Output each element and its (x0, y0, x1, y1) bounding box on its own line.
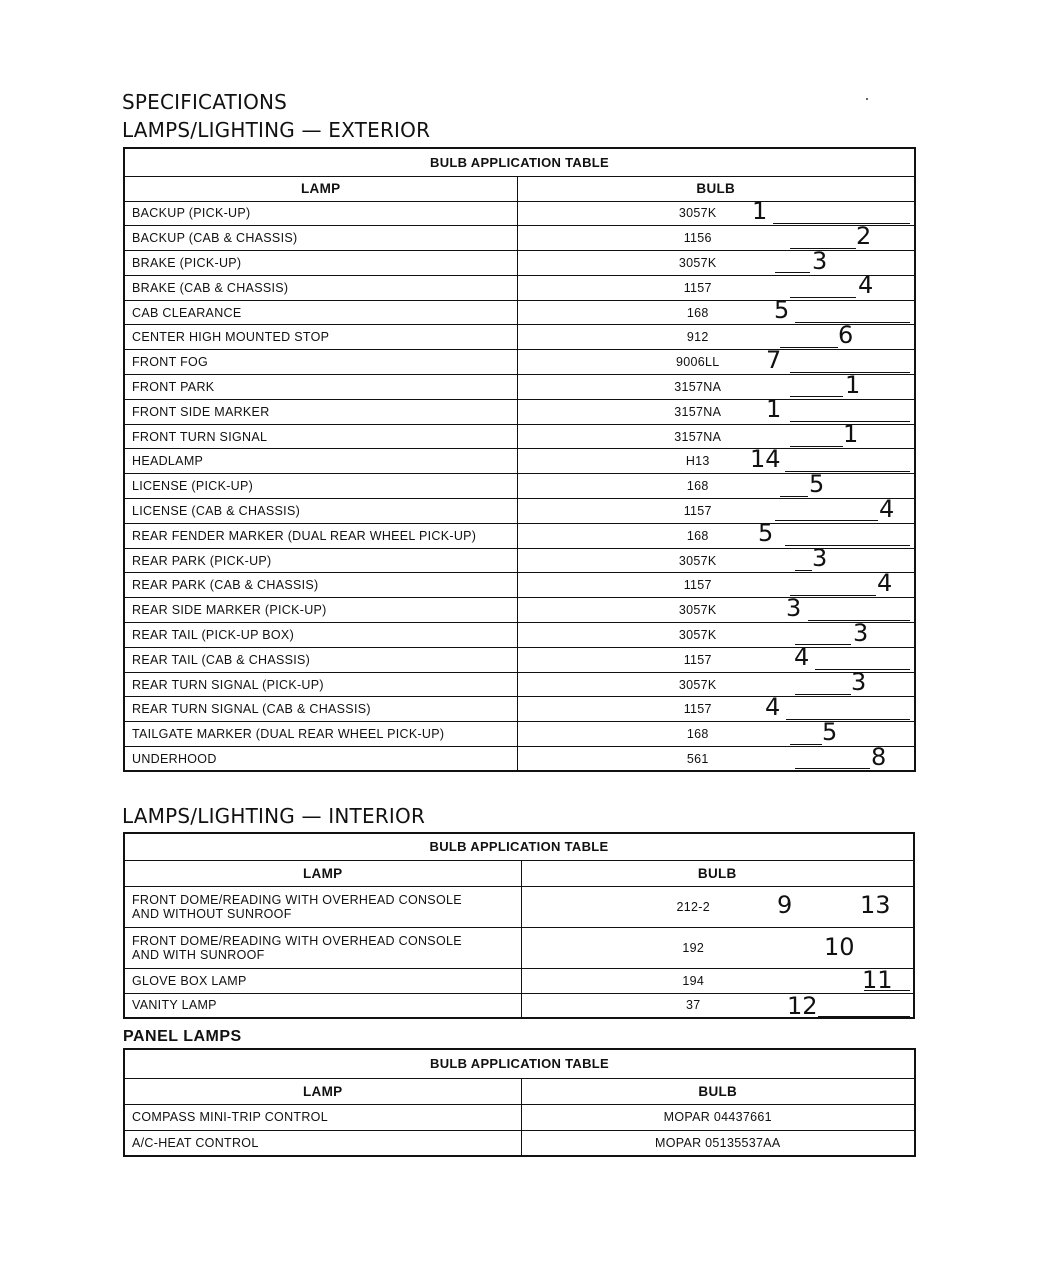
bulb-number: 3057K (678, 206, 717, 221)
lamp-name-line-1: VANITY LAMP (132, 998, 217, 1013)
lamp-name: COMPASS MINI-TRIP CONTROL (124, 1104, 521, 1130)
bulb-number-cell (517, 246, 915, 276)
callout-leader-line (775, 520, 878, 521)
callout-number: 12 (787, 992, 818, 1020)
table-row (124, 927, 914, 968)
callout-leader-line (775, 272, 810, 273)
callout-number: 4 (794, 643, 810, 672)
callout-leader-line (790, 446, 843, 447)
bulb-number: 168 (686, 479, 709, 494)
bulb-number: 194 (682, 973, 705, 988)
callout-leader-line (790, 595, 876, 596)
callout-number: 8 (871, 742, 887, 771)
lamp-name: TAILGATE MARKER (DUAL REAR WHEEL PICK-UP) (124, 722, 517, 747)
lamp-name-line-1: FRONT DOME/READING WITH OVERHEAD CONSOLE (132, 892, 462, 907)
lamp-name-cell (124, 927, 521, 968)
callout-leader-line (790, 297, 856, 298)
callout-number: 6 (838, 321, 854, 349)
callout-number: 5 (774, 296, 790, 325)
lamp-name: HEADLAMP (124, 449, 517, 474)
column-header-bulb: BULB (521, 860, 914, 886)
callout-leader-line (795, 768, 870, 769)
lamp-name: REAR TAIL (PICK-UP BOX) (124, 623, 517, 648)
lamp-name: BACKUP (CAB & CHASSIS) (124, 226, 517, 251)
bulb-number: 561 (686, 751, 709, 766)
callout-leader-line (790, 396, 843, 397)
bulb-number-cell (521, 968, 914, 993)
bulb-number-cell (521, 993, 914, 1018)
bulb-part-number: MOPAR 05135537AA (521, 1130, 915, 1156)
bulb-number: 168 (686, 528, 709, 543)
callout-leader-line (780, 347, 838, 348)
callout-leader-line (864, 990, 910, 991)
interior-bulb-table (123, 832, 915, 1019)
callout-leader-line (795, 570, 812, 571)
lamp-name: REAR PARK (PICK-UP) (124, 548, 517, 573)
bulb-number: 1157 (683, 652, 712, 667)
stray-mark (866, 98, 868, 100)
callout-number: 3 (812, 544, 828, 573)
callout-number: 4 (879, 494, 895, 523)
lamp-name: REAR PARK (CAB & CHASSIS) (124, 573, 517, 598)
table-caption: BULB APPLICATION TABLE (124, 148, 915, 176)
callout-leader-line (790, 744, 822, 745)
bulb-number: 3157NA (674, 379, 722, 394)
bulb-part-number: MOPAR 04437661 (521, 1104, 915, 1130)
callout-number: 13 (860, 891, 891, 919)
lamp-name: CENTER HIGH MOUNTED STOP (124, 325, 517, 350)
lamp-name-cell (124, 993, 521, 1018)
lamp-name: BRAKE (CAB & CHASSIS) (124, 275, 517, 300)
lamp-name: FRONT TURN SIGNAL (124, 424, 517, 449)
bulb-number: 9006LL (675, 355, 720, 370)
callout-number: 5 (809, 469, 825, 498)
lamp-name: BACKUP (PICK-UP) (124, 201, 517, 226)
callout-number: 3 (786, 593, 802, 622)
callout-number: 9 (777, 891, 793, 919)
exterior-bulb-table (123, 147, 916, 772)
column-header-lamp: LAMP (124, 860, 521, 886)
column-header-bulb: BULB (521, 1078, 915, 1104)
bulb-number-cell (517, 469, 915, 499)
lamp-name-line-2: AND WITH SUNROOF (132, 947, 265, 962)
callout-number: 1 (843, 420, 859, 449)
bulb-number: 3057K (678, 553, 717, 568)
lamp-name: FRONT FOG (124, 350, 517, 375)
bulb-number: 37 (685, 998, 701, 1013)
bulb-number: 168 (686, 727, 709, 742)
lamp-name: A/C-HEAT CONTROL (124, 1130, 521, 1156)
callout-leader-line (785, 545, 910, 546)
callout-number: 3 (853, 618, 869, 647)
lamp-name-line-1: FRONT DOME/READING WITH OVERHEAD CONSOLE (132, 933, 462, 948)
lamp-name: UNDERHOOD (124, 747, 517, 772)
lamp-name: REAR TURN SIGNAL (CAB & CHASSIS) (124, 697, 517, 722)
bulb-number: 1157 (683, 702, 712, 717)
lamp-name-line-1: GLOVE BOX LAMP (132, 973, 247, 988)
callout-leader-line (780, 496, 808, 497)
lamp-name: FRONT SIDE MARKER (124, 399, 517, 424)
lamp-name: REAR TURN SIGNAL (PICK-UP) (124, 672, 517, 697)
bulb-number: 212-2 (676, 899, 710, 914)
lamp-name: BRAKE (PICK-UP) (124, 251, 517, 276)
bulb-number: 3057K (678, 603, 717, 618)
callout-number: 1 (845, 370, 861, 399)
column-header-lamp: LAMP (124, 176, 517, 201)
bulb-number-cell (521, 927, 914, 968)
lamp-name-cell (124, 886, 521, 927)
table-row (124, 886, 914, 927)
lamp-name-cell (124, 968, 521, 993)
callout-number: 3 (851, 668, 867, 697)
bulb-number: 3057K (678, 627, 717, 642)
callout-number: 4 (765, 693, 781, 721)
callout-number: 3 (812, 246, 828, 275)
lamp-name: REAR FENDER MARKER (DUAL REAR WHEEL PICK-UP) (124, 523, 517, 548)
page-title-specifications: SPECIFICATIONS (122, 90, 288, 114)
callout-number: 5 (822, 717, 838, 746)
bulb-number: 168 (686, 305, 709, 320)
column-header-bulb: BULB (517, 176, 915, 201)
callout-leader-line (786, 719, 910, 720)
lamp-name-line-2: AND WITHOUT SUNROOF (132, 906, 292, 921)
bulb-number-cell (517, 544, 915, 573)
lamp-name: LICENSE (PICK-UP) (124, 474, 517, 499)
bulb-number: 1156 (683, 231, 712, 246)
bulb-number: 192 (682, 940, 705, 955)
lamp-name: FRONT PARK (124, 375, 517, 400)
callout-number: 11 (862, 966, 893, 994)
callout-number: 14 (750, 445, 781, 473)
table-row (124, 1130, 915, 1156)
panel-bulb-table (123, 1048, 916, 1157)
callout-leader-line (773, 223, 910, 224)
bulb-number: 912 (686, 330, 709, 345)
callout-leader-line (785, 471, 910, 472)
column-header-lamp: LAMP (124, 1078, 521, 1104)
callout-leader-line (818, 1016, 910, 1017)
table-caption-row (124, 1049, 915, 1078)
bulb-number: H13 (685, 454, 710, 469)
bulb-number: 1157 (683, 503, 712, 518)
callout-number: 2 (856, 221, 872, 250)
bulb-number: 3057K (678, 255, 717, 270)
table-row (124, 968, 914, 993)
bulb-number-cell (521, 886, 914, 927)
table-caption-row (124, 148, 915, 176)
section-title-panel-lamps: PANEL LAMPS (123, 1028, 242, 1045)
bulb-number: 3057K (678, 677, 717, 692)
lamp-name: CAB CLEARANCE (124, 300, 517, 325)
lamp-name: REAR SIDE MARKER (PICK-UP) (124, 598, 517, 623)
table-header-row (124, 1078, 915, 1104)
bulb-number-cell (517, 321, 915, 350)
table-header-row (124, 176, 915, 201)
callout-number: 1 (752, 197, 768, 225)
callout-number: 4 (858, 271, 874, 300)
bulb-number-cell (517, 717, 915, 747)
bulb-number: 3157NA (674, 429, 722, 444)
section-title-interior: LAMPS/LIGHTING — INTERIOR (122, 804, 426, 828)
callout-number: 10 (824, 933, 855, 961)
callout-number: 1 (766, 395, 782, 424)
callout-number: 4 (877, 569, 893, 597)
callout-number: 5 (758, 519, 774, 548)
section-title-exterior: LAMPS/LIGHTING — EXTERIOR (122, 118, 431, 142)
callout-leader-line (795, 694, 851, 695)
table-caption-row (124, 833, 914, 860)
bulb-number: 1157 (683, 280, 712, 295)
bulb-number: 1157 (683, 578, 712, 593)
callout-number: 7 (766, 345, 782, 374)
table-header-row (124, 860, 914, 886)
table-row (124, 1104, 915, 1130)
lamp-name: REAR TAIL (CAB & CHASSIS) (124, 647, 517, 672)
table-caption: BULB APPLICATION TABLE (124, 1049, 915, 1078)
table-caption: BULB APPLICATION TABLE (124, 833, 914, 860)
bulb-number: 3157NA (674, 404, 722, 419)
lamp-name: LICENSE (CAB & CHASSIS) (124, 499, 517, 524)
